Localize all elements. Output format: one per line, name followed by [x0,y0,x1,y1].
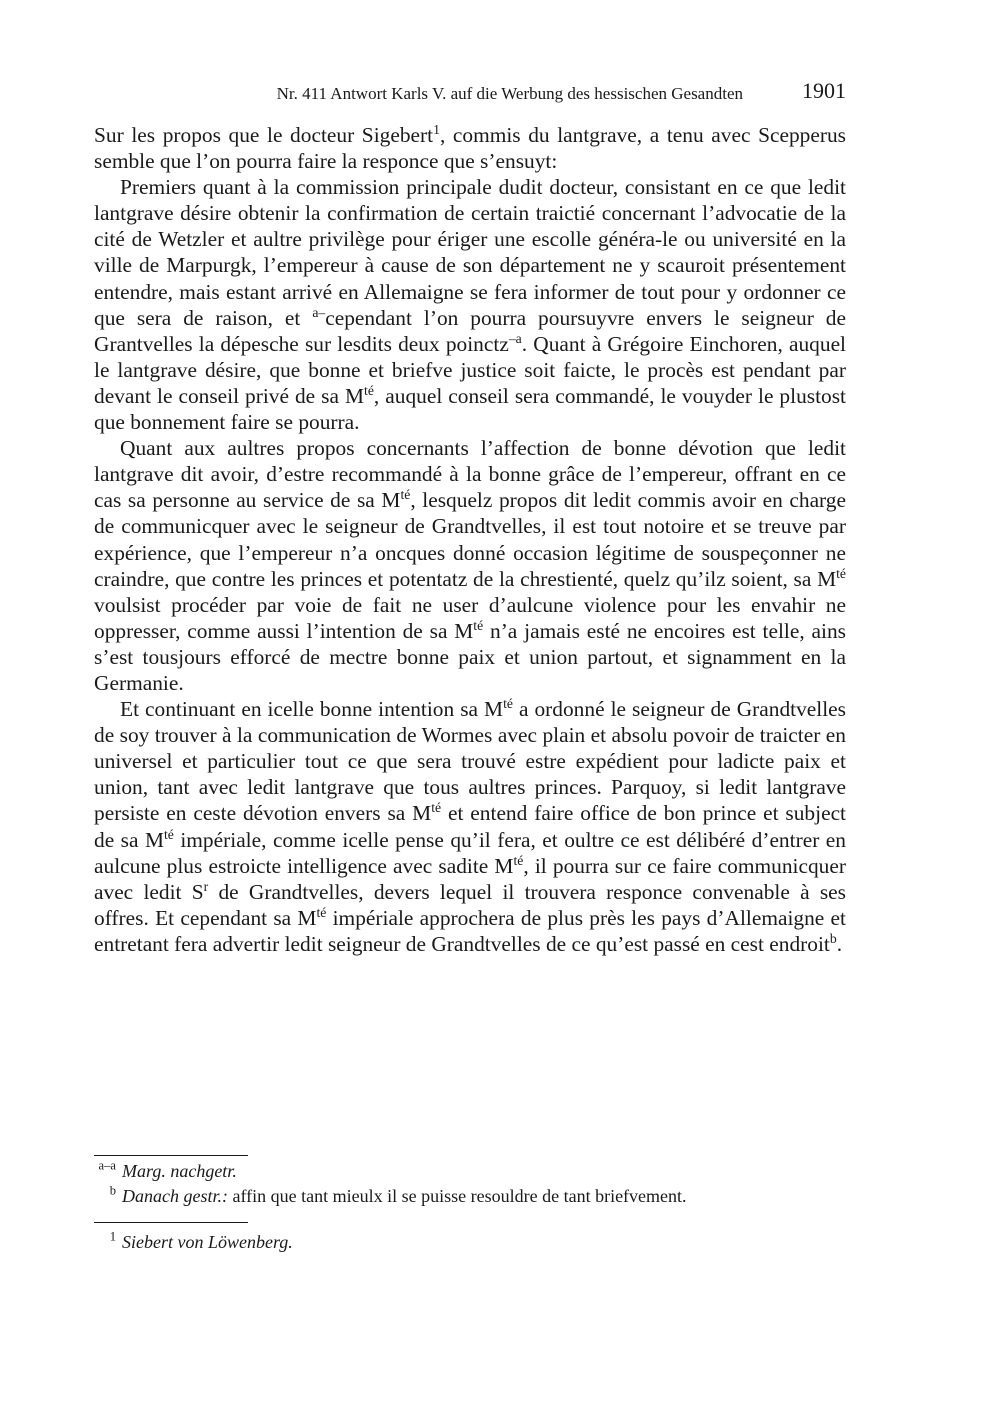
page-number: 1901 [802,78,846,103]
note-mark-a-open: a– [312,304,326,320]
note-mark-b: b [829,930,837,946]
running-title: Nr. 411 Antwort Karls V. auf die Werbung des hessischen Gesandten [276,84,743,103]
content-notes-rule [94,1222,248,1223]
content-note-1: $^1$ Siebert von Löwenberg. [109,1229,293,1252]
paragraph-3: Quant aux aultres propos concernants l’affection de bonne dévotion que ledit lantgrave dit avoir, d’estre recommandé à la bonne grâce de l’empereur, offrant en ce cas sa personne au service de sa $M^{té}$, lesquelz propos dit ledit commis avoir en charge de communicquer avec le seigneur de Grandtvelles, il est tout notoire et se treuve par expérience, que l’empereur n’a oncques donné occasion légitime de souspeçonner ne craindre, que contre les princes et potentatz de la chrestienté, quelz qu’ilz soient, sa $M^{té}$ voulsist procéder par voie de fait ne user d’aulcune violence pour les envahir ne oppresser, comme aussi l’intention de sa $M^{té}$ n’a jamais esté ne encoires est telle, ains s’est tousjours efforcé de mectre bonne paix et union partout, et signamment en la Germanie. [94,436,846,695]
textual-note-a: $^{a-a}$ Marg. nachgetr. [98,1158,237,1181]
footnote-ref-1: 1 [433,121,440,137]
running-header [94,78,846,108]
textual-note-b: $^b$ Danach gestr.: affin que tant mieulx il se puisse resouldre de tant briefvement. [109,1183,687,1206]
paragraph-1: Sur les propos que le docteur Sigebert$^1$, commis du lantgrave, a tenu avec Scepperus semble que l’on pourra faire la responce que s’ensuyt: [94,121,846,174]
paragraph-2: Premiers quant à la commission principale dudit docteur, consistant en ce que ledit lantgrave désire obtenir la confirmation de certain traictié concernant l’advocatie de la cité de Wetzler et aultre privilège pour ériger une escolle généra-le ou université en la ville de Marpurgk, l’empereur à cause de son département ne y scauroit présentement entendre, mais estant arrivé en Allemaigne se fera informer de tout pour y ordonner ce que sera de raison, et $^{a-}$cependant l’on pourra poursuyvre envers le seigneur de Grantvelles la dépesche sur lesdits deux poinctz$^{-a}$. Quant à Grégoire Einchoren, auquel le lantgrave désire, que bonne et briefve justice soit faicte, le procès est pendant par devant le conseil privé de sa $M^{té}$, auquel conseil sera commandé, le vouyder le plustost que bonnement faire se pourra. [94,175,847,435]
paragraph-4: Et continuant en icelle bonne intention sa $M^{té}$ a ordonné le seigneur de Grandtvelles de soy trouver à la communication de Wormes avec plain et absolu povoir de traicter en universel et particulier tout ce que sera trouvé estre expédient pour ladicte paix et union, tant avec ledit lantgrave que tous aultres princes. Parquoy, si ledit lantgrave persiste en ceste dévotion envers sa $M^{té}$ et entend faire office de bon prince et subject de sa $M^{té}$ impériale, comme icelle pense qu’il fera, et oultre ce est délibéré d’entrer en aulcune plus estroicte intelligence avec sadite $M^{té}$, il pourra sur ce faire communicquer avec ledit $S^r$ de Grandtvelles, devers lequel il trouvera responce convenable à ses offres. Et cependant sa $M^{té}$ impériale approchera de plus près les pays d’Allemaigne et entretant fera advertir ledit seigneur de Grandtvelles de ce qu’est passé en cest endroit$^b$. [94,695,847,956]
main-text [94,122,846,957]
note-mark-a-close: –a [508,330,522,346]
textual-notes-rule [94,1155,248,1156]
